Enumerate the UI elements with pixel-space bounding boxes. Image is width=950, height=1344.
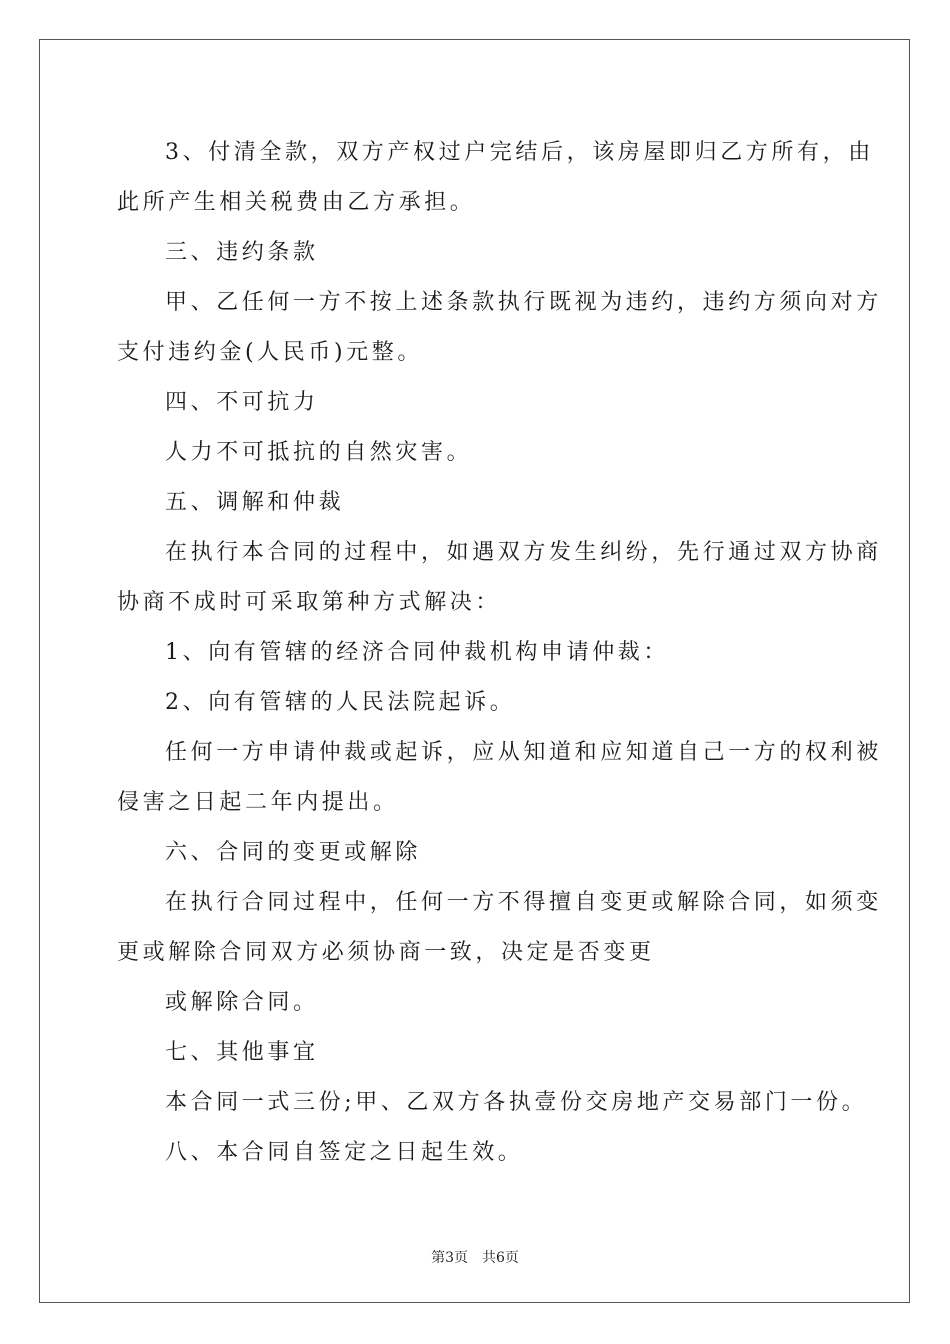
- paragraph: 任何一方申请仲裁或起诉，应从知道和应知道自己一方的权利被: [165, 740, 882, 765]
- paragraph: 支付违约金(人民币)元整。: [117, 340, 423, 365]
- paragraph: 更或解除合同双方必须协商一致，决定是否变更: [117, 940, 655, 965]
- paragraph: 甲、乙任何一方不按上述条款执行既视为违约，违约方须向对方: [165, 290, 882, 315]
- list-item: 1、向有管辖的经济合同仲裁机构申请仲裁：: [165, 640, 669, 665]
- page-number: 第3页 共6页: [431, 1250, 519, 1266]
- paragraph: 人力不可抵抗的自然灾害。: [165, 440, 473, 465]
- paragraph: 3、付清全款，双方产权过户完结后，该房屋即归乙方所有，由: [165, 140, 874, 165]
- section-heading: 六、合同的变更或解除: [165, 840, 422, 865]
- section-heading: 七、其他事宜: [165, 1040, 319, 1065]
- paragraph: 协商不成时可采取第种方式解决：: [117, 590, 502, 615]
- paragraph: 本合同一式三份;甲、乙双方各执壹份交房地产交易部门一份。: [165, 1090, 868, 1115]
- section-heading: 五、调解和仲裁: [165, 490, 345, 515]
- section-heading: 四、不可抗力: [165, 390, 319, 415]
- section-heading: 三、违约条款: [165, 240, 319, 265]
- document-body: [117, 128, 882, 1178]
- paragraph: 此所产生相关税费由乙方承担。: [117, 190, 476, 215]
- paragraph: 或解除合同。: [165, 990, 319, 1015]
- paragraph: 侵害之日起二年内提出。: [117, 790, 399, 815]
- list-item: 2、向有管辖的人民法院起诉。: [165, 690, 516, 715]
- paragraph: 在执行合同过程中，任何一方不得擅自变更或解除合同，如须变: [165, 890, 882, 915]
- paragraph: 在执行本合同的过程中，如遇双方发生纠纷，先行通过双方协商: [165, 540, 882, 565]
- section-heading: 八、本合同自签定之日起生效。: [165, 1140, 524, 1165]
